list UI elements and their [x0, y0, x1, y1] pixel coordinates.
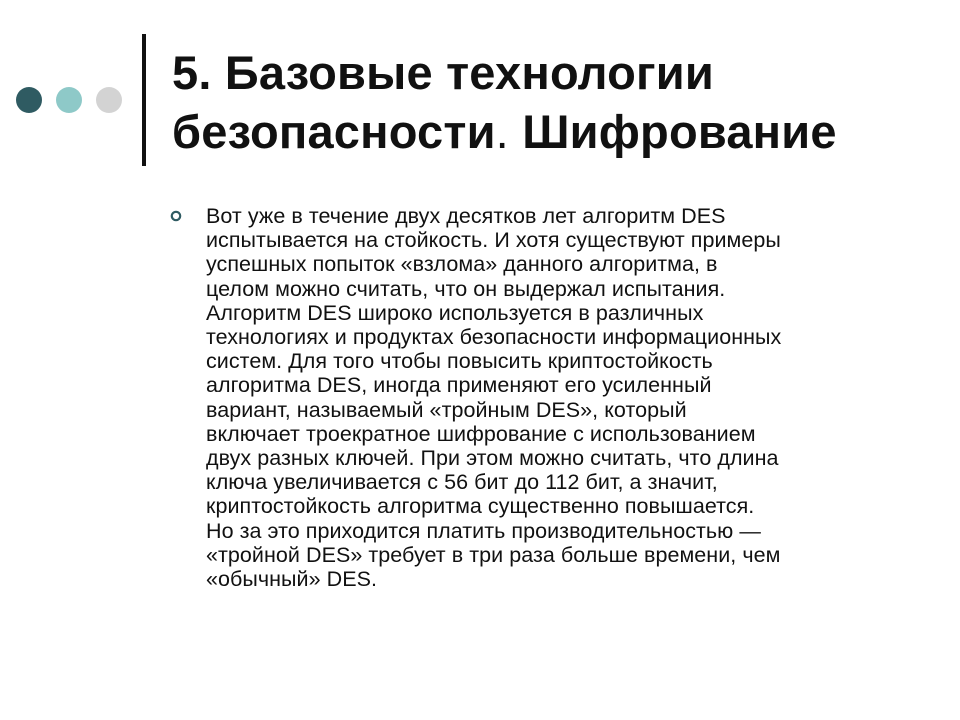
decor-dot-gray-icon — [96, 87, 122, 113]
bullet-text: Вот уже в течение двух десятков лет алгоритм DES испытывается на стойкость. И хотя существуют примеры успешных попыток «взлома» данного алгоритма, в целом можно считать, что он выдержал испытания. Алгоритм DES широко используется в различных технологиях и продуктах безопасности информационных систем. Для того чтобы повысить криптостойкость алгоритма DES, иногда применяют его усиленный вариант, называемый «тройным DES», который включает троекратное шифрование с использованием двух разных ключей. При этом можно считать, что длина ключа увеличивается с 56 бит до 112 бит, а значит, криптостойкость алгоритма существенно повышается. Но за это приходится платить производительностью — «тройной DES» требует в три раза больше времени, чем «обычный» DES. — [206, 204, 782, 592]
decor-dot-dark-icon — [16, 87, 42, 113]
slide-title-period: . — [495, 105, 509, 158]
slide-title — [172, 43, 932, 161]
decorative-dots — [16, 87, 126, 115]
decor-dot-teal-icon — [56, 87, 82, 113]
slide-body — [170, 204, 890, 591]
slide-title-part2: Шифрование — [508, 105, 837, 158]
title-divider-line — [142, 34, 146, 166]
ring-bullet-icon — [170, 210, 182, 222]
slide-title-part1: 5. Базовые технологии безопасности — [172, 46, 714, 158]
